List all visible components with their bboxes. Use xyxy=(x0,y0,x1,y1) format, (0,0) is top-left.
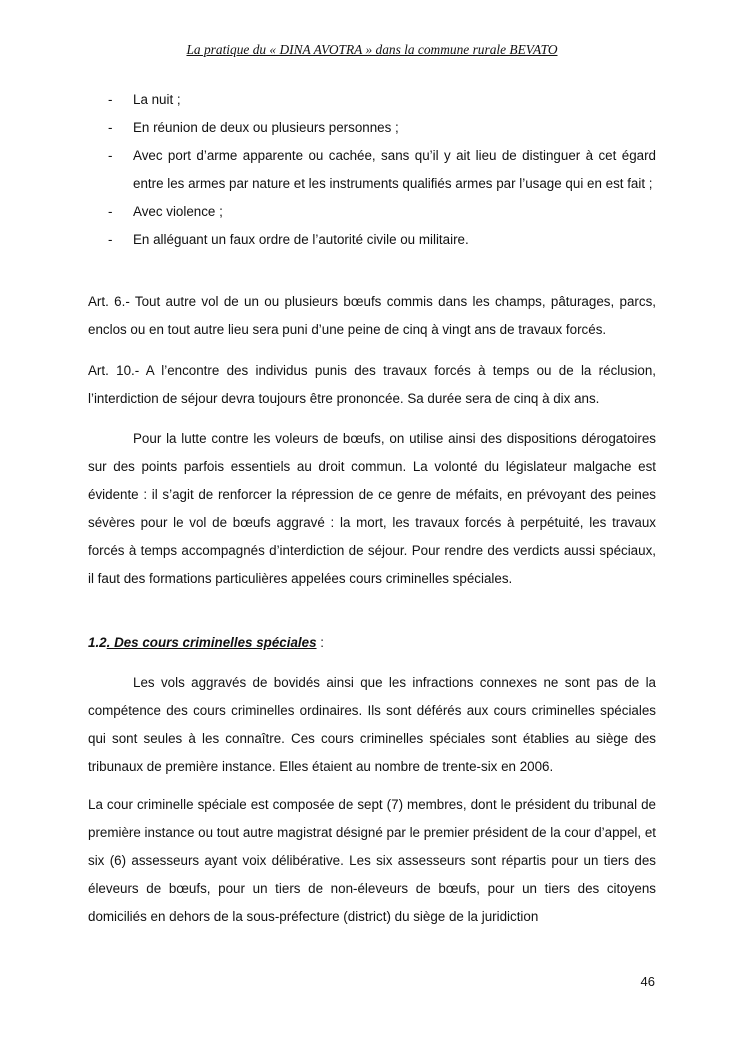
page-header: La pratique du « DINA AVOTRA » dans la commune rurale BEVATO xyxy=(186,42,558,57)
list-item xyxy=(88,142,656,198)
section-title: . Des cours criminelles spéciales xyxy=(106,635,317,650)
page-number: 46 xyxy=(640,974,655,989)
article-10: Art. 10.- A l’encontre des individus punis des travaux forcés à temps ou de la réclusion, l’interdiction de séjour devra toujours être prononcée. Sa durée sera de cinq à dix ans. xyxy=(88,363,656,406)
bullet-dash: - xyxy=(108,120,113,135)
list-item-text: En alléguant un faux ordre de l’autorité civile ou militaire. xyxy=(133,232,469,247)
bullet-dash: - xyxy=(108,148,113,163)
bullet-dash: - xyxy=(108,92,113,107)
list-item-text: Avec port d’arme apparente ou cachée, sans qu’il y ait lieu de distinguer à cet égard entre les armes par nature et les instruments qualifiés armes par l’usage qui en est fait ; xyxy=(133,148,656,191)
paragraph-vols: Les vols aggravés de bovidés ainsi que les infractions connexes ne sont pas de la compétence des cours criminelles ordinaires. Ils sont déférés aux cours criminelles spéciales qui sont seules à les connaître. Ces cours criminelles spéciales sont établies au siège des tribunaux de première instance. Elles étaient au nombre de trente-six en 2006. xyxy=(88,675,656,774)
list-item-text: Avec violence ; xyxy=(133,204,223,219)
list-item-text: La nuit ; xyxy=(133,92,181,107)
list-item xyxy=(88,86,656,114)
paragraph-lutte: Pour la lutte contre les voleurs de bœufs, on utilise ainsi des dispositions dérogatoires sur des points parfois essentiels au droit commun. La volonté du législateur malgache est évidente : il s’agit de renforcer la répression de ce genre de méfaits, en prévoyant des peines sévères pour le vol de bœufs aggravé : la mort, les travaux forcés à perpétuité, les travaux forcés à temps accompagnés d’interdiction de séjour. Pour rendre des verdicts aussi spéciaux, il faut des formations particulières appelées cours criminelles spéciales. xyxy=(88,431,656,586)
paragraph-composition: La cour criminelle spéciale est composée de sept (7) membres, dont le président du tribunal de première instance ou tout autre magistrat désigné par le premier président de la cour d’appel, et six (6) assesseurs ayant voix délibérative. Les six assesseurs sont répartis pour un tiers des éleveurs de bœufs, pour un tiers de non-éleveurs de bœufs, pour un tiers des citoyens domiciliés en dehors de la sous-préfecture (district) du siège de la juridiction xyxy=(88,797,656,924)
list-item xyxy=(88,114,656,142)
list-item xyxy=(88,198,656,226)
list-item xyxy=(88,226,656,254)
list-item-text: En réunion de deux ou plusieurs personnes ; xyxy=(133,120,399,135)
bullet-dash: - xyxy=(108,204,113,219)
section-number: 1.2 xyxy=(88,635,107,650)
section-suffix: : xyxy=(316,635,324,650)
bullet-list xyxy=(88,86,656,254)
section-heading xyxy=(88,629,656,657)
article-6: Art. 6.- Tout autre vol de un ou plusieurs bœufs commis dans les champs, pâturages, parcs, enclos ou en tout autre lieu sera puni d’une peine de cinq à vingt ans de travaux forcés. xyxy=(88,294,656,337)
bullet-dash: - xyxy=(108,232,113,247)
